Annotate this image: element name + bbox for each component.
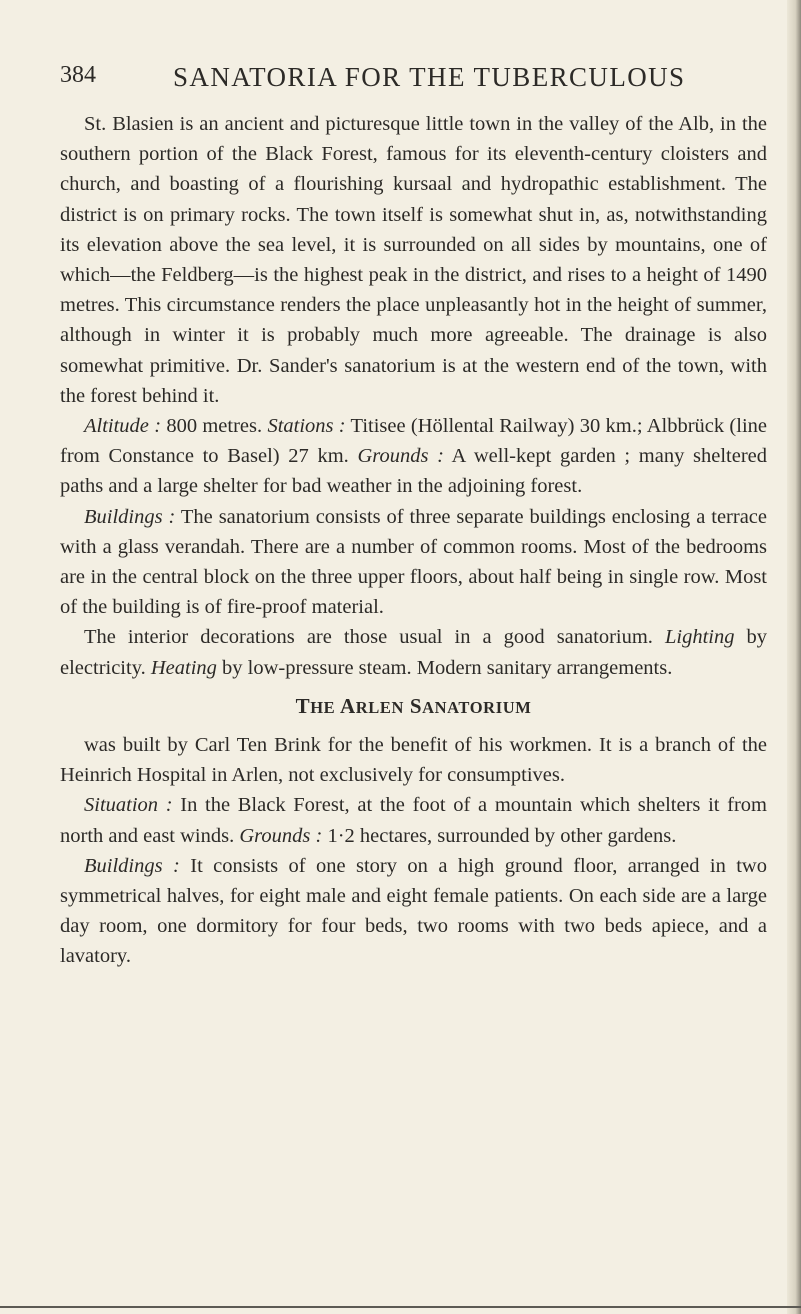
- label-arlen-grounds: Grounds :: [239, 824, 323, 847]
- label-buildings: Buildings :: [84, 505, 176, 528]
- text-buildings: The sanatorium consists of three separate buildings enclosing a terrace with a glass verandah. There are a number of common rooms. Most of the bedrooms are in the central block on the three upper floors, about half being in single row. Most of the building is of fire-proof material.: [60, 505, 767, 619]
- text-situation: In the Black Forest, at the foot of a mountain which shelters it from north and east winds.: [60, 794, 768, 847]
- label-situation: Situation :: [84, 794, 173, 817]
- body-text: [60, 109, 767, 972]
- paragraph-interior: [60, 622, 767, 682]
- scan-bottom-border: [0, 1306, 801, 1308]
- label-heating: Heating: [150, 656, 217, 679]
- paragraph-altitude-stations-grounds: [60, 411, 767, 502]
- paragraph-st-blasien: St. Blasien is an ancient and picturesque little town in the valley of the Alb, in the southern portion of the Black Forest, famous for its eleventh-century cloisters and church, and boasting of a flourishing kursaal and hydropathic establishment. The district is on primary rocks. The town itself is somewhat shut in, as, notwithstanding its elevation above the sea level, it is surrounded on all sides by mountains, one of which—the Feldberg—is the highest peak in the district, and rises to a height of 1490 metres. This circumstance renders the place unpleasantly hot in the height of summer, although in winter it is probably much more agreeable. The drainage is also somewhat primitive. Dr. Sander's sanatorium is at the western end of the town, with the forest behind it.: [60, 113, 767, 407]
- text-heating: by low-pressure steam. Modern sanitary arrangements.: [216, 656, 673, 679]
- paragraph-arlen-buildings: [60, 851, 767, 972]
- running-title: SANATORIA FOR THE TUBERCULOUS: [173, 62, 686, 92]
- paragraph-buildings: [60, 502, 767, 623]
- paragraph-arlen-intro: was built by Carl Ten Brink for the benefit of his workmen. It is a branch of the Heinrich Hospital in Arlen, not exclusively for consumptives.: [60, 734, 767, 787]
- text-interior: The interior decorations are those usual in a good sanatorium.: [84, 626, 665, 649]
- text-stations: Titisee (Höllental Railway) 30 km.; Albbrück (line from Constance to Basel) 27 km.: [60, 415, 767, 468]
- text-altitude: 800 metres.: [161, 415, 268, 438]
- page-edge-shadow: [787, 0, 801, 1314]
- text-grounds: A well-kept garden ; many sheltered paths and a large shelter for bad weather in the adjoining forest.: [60, 445, 768, 498]
- section-heading-arlen: THE ARLEN SANATORIUM: [295, 693, 532, 718]
- label-arlen-buildings: Buildings :: [84, 854, 180, 877]
- page-header: [60, 62, 760, 102]
- page-number: 384: [60, 62, 96, 88]
- paragraph-arlen-situation: [60, 790, 767, 850]
- label-grounds: Grounds :: [357, 445, 444, 468]
- text-arlen-grounds: 1·2 hectares, surrounded by other gardens.: [322, 824, 677, 847]
- text-lighting: by electricity.: [60, 626, 768, 679]
- text-arlen-buildings: It consists of one story on a high ground floor, arranged in two symmetrical halves, for eight male and eight female patients. On each side are a large day room, one dormitory for four beds, two rooms with two beds apiece, and a lavatory.: [60, 854, 767, 968]
- label-lighting: Lighting: [664, 626, 735, 649]
- label-altitude: Altitude :: [84, 415, 162, 438]
- label-stations: Stations :: [267, 415, 346, 438]
